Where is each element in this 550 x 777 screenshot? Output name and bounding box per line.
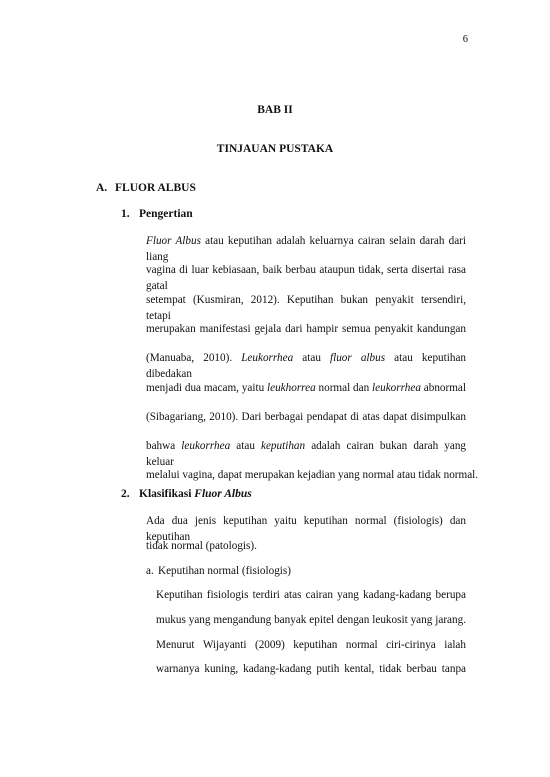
- sub1-line: [146, 292, 466, 322]
- sub2-title: [139, 488, 252, 500]
- section-a-marker: A.: [96, 182, 108, 194]
- sub2-title-italic: Fluor Albus: [194, 488, 252, 500]
- sub1-line: [146, 233, 466, 263]
- item-a-line: [156, 612, 466, 628]
- text-run: keputihan: [261, 440, 306, 453]
- sub1-line: [146, 467, 479, 483]
- text-run: atau: [293, 352, 330, 365]
- text-run: Ada dua jenis keputihan yaitu keputihan normal (fisiologis) dan keputihan: [146, 515, 466, 543]
- sub2-title-plain: Klasifikasi: [139, 488, 195, 500]
- text-run: Menurut Wijayanti (2009) keputihan normal ciri-cirinya ialah: [156, 638, 466, 651]
- sub2-line: [146, 513, 466, 543]
- sub1-line: [146, 409, 466, 425]
- item-a-line: [156, 587, 466, 603]
- text-run: (Sibagariang, 2010). Dari berbagai pendapat di atas dapat disimpulkan: [146, 410, 466, 423]
- sub1-line: [146, 438, 467, 469]
- text-run: merupakan manifestasi gejala dari hampir semua penyakit kandungan: [146, 322, 466, 335]
- sub1-line: [146, 262, 466, 293]
- text-run: normal dan: [315, 381, 373, 394]
- text-run: mukus yang mengandung banyak epitel dengan leukosit yang jarang.: [156, 613, 466, 626]
- item-a-marker: a.: [146, 565, 154, 577]
- text-run: vagina di luar kebiasaan, baik berbau ataupun tidak, serta disertai rasa gatal: [146, 264, 466, 293]
- text-run: melalui vagina, dapat merupakan kejadian yang normal atau tidak normal.: [146, 469, 479, 482]
- text-run: atau keputihan dibedakan: [146, 352, 466, 381]
- text-run: adalah cairan bukan darah yang keluar: [146, 440, 467, 469]
- text-run: tidak normal (patologis).: [146, 539, 257, 552]
- sub1-line: [146, 380, 466, 396]
- sub1-line: [146, 321, 466, 337]
- text-run: warnanya kuning, kadang-kadang putih kental, tidak berbau tanpa: [156, 663, 466, 676]
- sub2-line: [146, 538, 466, 554]
- text-run: leukhorrea: [267, 381, 316, 394]
- text-run: leukorrhea: [372, 381, 421, 394]
- item-a-line: [156, 637, 466, 653]
- text-run: abnormal: [420, 381, 467, 394]
- section-a-title: FLUOR ALBUS: [115, 182, 196, 194]
- sub1-marker: 1.: [121, 208, 130, 220]
- text-run: leukorrhea: [181, 440, 231, 453]
- page-number: 6: [462, 34, 468, 45]
- text-run: setempat (Kusmiran, 2012). Keputihan bukan penyakit tersendiri, tetapi: [146, 293, 466, 322]
- item-a-title: Keputihan normal (fisiologis): [158, 565, 291, 577]
- chapter-title: TINJAUAN PUSTAKA: [216, 143, 334, 155]
- chapter-number: BAB II: [257, 104, 293, 116]
- text-run: fluor albus: [330, 352, 386, 365]
- text-run: bahwa: [146, 440, 182, 453]
- sub2-marker: 2.: [121, 488, 130, 500]
- text-run: Fluor Albus: [146, 235, 201, 247]
- text-run: atau: [230, 440, 261, 453]
- item-a-line: [156, 661, 466, 677]
- text-run: Leukorrhea: [241, 352, 294, 365]
- text-run: (Manuaba, 2010).: [146, 352, 242, 365]
- text-run: atau keputihan adalah keluarnya cairan selain darah dari liang: [146, 235, 466, 263]
- sub1-line: [146, 350, 466, 381]
- text-run: Keputihan fisiologis terdiri atas cairan yang kadang-kadang berupa: [156, 589, 466, 601]
- sub1-title: Pengertian: [139, 208, 193, 220]
- text-run: menjadi dua macam, yaitu: [146, 381, 267, 394]
